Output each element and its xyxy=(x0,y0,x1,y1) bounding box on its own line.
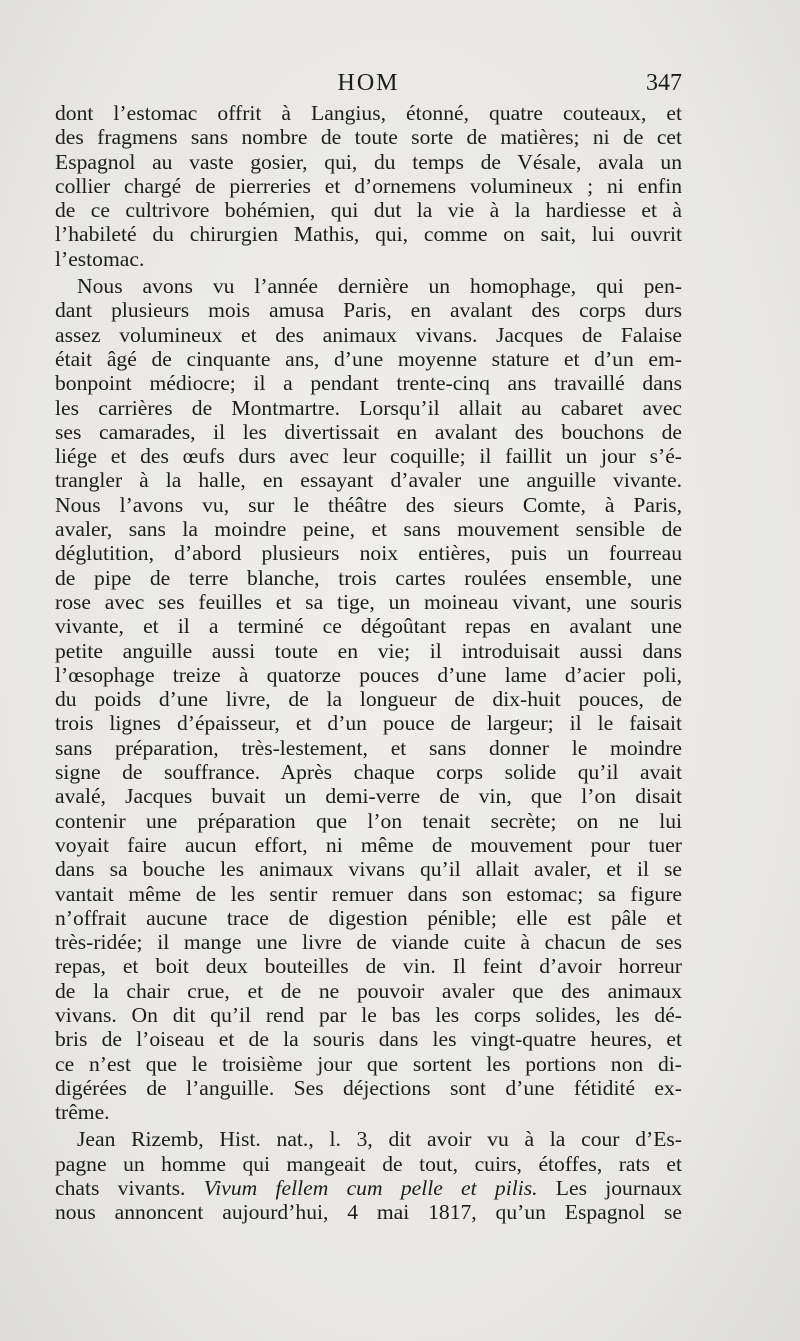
text-line: déglutition, d’abord plusieurs noix entières, puis un fourreau xyxy=(55,541,682,566)
text-line: voyait faire aucun effort, ni même de mouvement pour tuer xyxy=(55,832,682,857)
text-line: n’offrait aucune trace de digestion pénible; elle est pâle et xyxy=(55,905,682,930)
text-line: assez volumineux et des animaux vivans. Jacques de Falaise xyxy=(55,322,682,347)
text-line: liége et des œufs durs avec leur coquille; il faillit un jour s’é- xyxy=(55,444,682,469)
text-line: vivante, et il a terminé ce dégoûtant repas en avalant une xyxy=(55,614,682,639)
running-head xyxy=(55,70,682,100)
text-line: bris de l’oiseau et de la souris dans les vingt-quatre heures, et xyxy=(55,1027,682,1052)
text-line: bonpoint médiocre; il a pendant trente-cinq ans travaillé dans xyxy=(55,371,682,396)
text-line: avalé, Jacques buvait un demi-verre de vin, que l’on disait xyxy=(55,784,682,809)
text-line: l’œsophage treize à quatorze pouces d’une lame d’acier poli, xyxy=(55,662,682,687)
text-line: collier chargé de pierreries et d’ornemens volumineux ; ni enfin xyxy=(55,173,682,198)
text-line: dont l’estomac offrit à Langius, étonné, quatre couteaux, et xyxy=(55,101,682,125)
text-line: sans préparation, très-lestement, et sans donner le moindre xyxy=(55,735,682,760)
text-line: ses camarades, il les divertissait en avalant des bouchons de xyxy=(55,419,682,444)
text-line: trois lignes d’épaisseur, et d’un pouce de largeur; il le faisait xyxy=(55,711,682,736)
text-line: ce n’est que le troisième jour que sortent les portions non di- xyxy=(55,1051,682,1076)
text-line: digérées de l’anguille. Ses déjections sont d’une fétidité ex- xyxy=(55,1075,682,1100)
text-line: Espagnol au vaste gosier, qui, du temps de Vésale, avala un xyxy=(55,149,682,174)
text-line: vivans. On dit qu’il rend par le bas les corps solides, les dé- xyxy=(55,1002,682,1027)
text-line: rose avec ses feuilles et sa tige, un moineau vivant, une souris xyxy=(55,589,682,614)
latin-quotation: Vivum fellem cum pelle et pilis. xyxy=(203,1176,538,1201)
text-line: des fragmens sans nombre de toute sorte de matières; ni de cet xyxy=(55,125,682,150)
paragraph-continuation xyxy=(55,101,682,271)
text-line: nous annoncent aujourd’hui, 4 mai 1817, qu’un Espagnol se xyxy=(55,1200,682,1225)
text-line: avaler, sans la moindre peine, et sans mouvement sensible de xyxy=(55,517,682,542)
text-line: était âgé de cinquante ans, d’une moyenne stature et d’un em- xyxy=(55,346,682,371)
text-line: signe de souffrance. Après chaque corps solide qu’il avait xyxy=(55,760,682,785)
text-line: l’habileté du chirurgien Mathis, qui, comme on sait, lui ouvrit xyxy=(55,222,682,247)
text-line: du poids d’une livre, de la longueur de dix-huit pouces, de xyxy=(55,687,682,712)
text-line: dans sa bouche les animaux vivans qu’il allait avaler, et il se xyxy=(55,857,682,882)
paragraph-rizemb xyxy=(55,1127,682,1224)
text-line: les carrières de Montmartre. Lorsqu’il allait au cabaret avec xyxy=(55,395,682,420)
text-line xyxy=(55,1176,682,1200)
text-fragment: Les journaux xyxy=(537,1176,682,1201)
text-line: l’estomac. xyxy=(55,246,145,271)
text-line: vantait même de les sentir remuer dans son estomac; sa figure xyxy=(55,881,682,906)
text-line: dant plusieurs mois amusa Paris, en avalant des corps durs xyxy=(55,298,682,323)
text-line: trême. xyxy=(55,1100,110,1125)
text-line: petite anguille aussi toute en vie; il introduisait aussi dans xyxy=(55,638,682,663)
text-line: très-ridée; il mange une livre de viande cuite à chacun de ses xyxy=(55,930,682,955)
text-line: repas, et boit deux bouteilles de vin. Il feint d’avoir horreur xyxy=(55,954,682,979)
text-line: contenir une préparation que l’on tenait secrète; on ne lui xyxy=(55,808,682,833)
paragraph-homophage xyxy=(55,274,682,1124)
text-line: trangler à la halle, en essayant d’avaler une anguille vivante. xyxy=(55,468,682,493)
text-line: de la chair crue, et de ne pouvoir avaler que des animaux xyxy=(55,978,682,1003)
text-line: de pipe de terre blanche, trois cartes roulées ensemble, une xyxy=(55,565,682,590)
text-line: Nous avons vu l’année dernière un homophage, qui pen- xyxy=(77,274,682,299)
body-text xyxy=(55,101,682,1225)
running-head-title: HOM xyxy=(337,70,400,96)
text-line: de ce cultrivore bohémien, qui dut la vie à la hardiesse et à xyxy=(55,198,682,223)
text-line: Jean Rizemb, Hist. nat., l. 3, dit avoir vu à la cour d’Es- xyxy=(77,1127,682,1152)
text-line: pagne un homme qui mangeait de tout, cuirs, étoffes, rats et xyxy=(55,1151,682,1176)
text-fragment: chats vivants. xyxy=(55,1176,204,1201)
text-line: Nous l’avons vu, sur le théâtre des sieurs Comte, à Paris, xyxy=(55,492,682,517)
page-number: 347 xyxy=(646,70,682,96)
